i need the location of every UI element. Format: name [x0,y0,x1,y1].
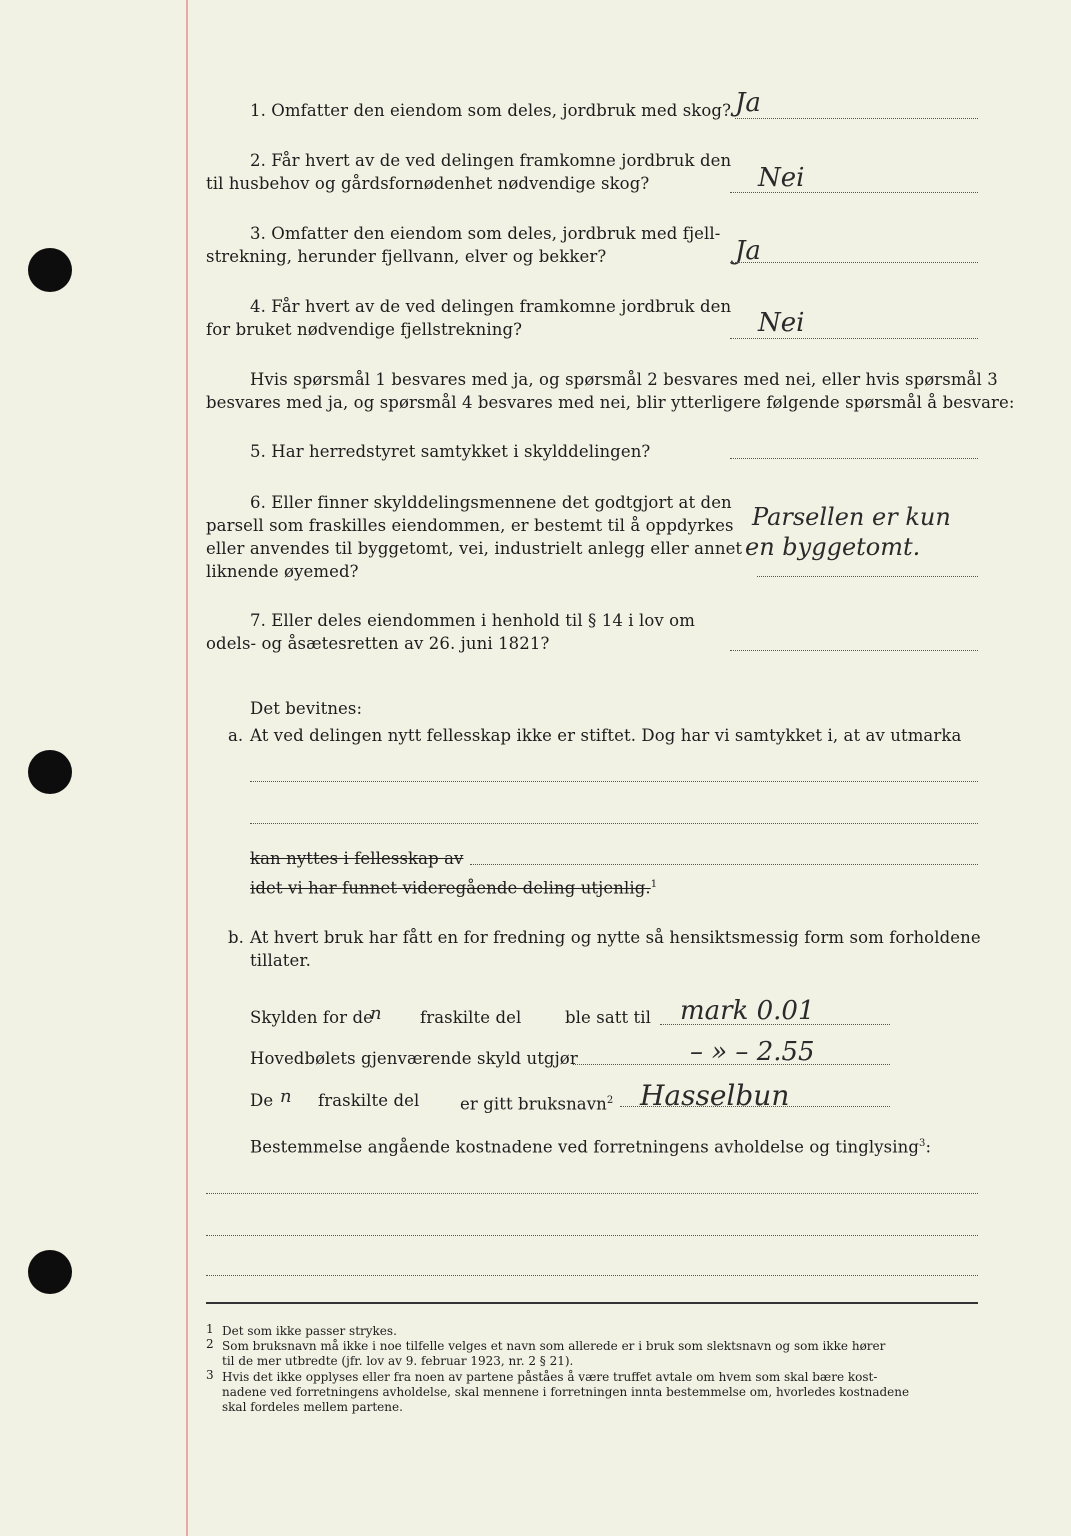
footnote-1: Det som ikke passer strykes. [222,1324,397,1338]
question-6-line1: 6. Eller finner skylddelingsmennene det godtgjort at den [250,493,732,512]
footnote-ref-2: 2 [606,1095,614,1106]
condition-line1: Hvis spørsmål 1 besvares med ja, og spørsmål 2 besvares med nei, eller hvis spørsmål 3 [250,370,998,389]
footnote-divider [206,1302,978,1304]
fill-line [250,781,978,782]
question-7-line1: 7. Eller deles eiendommen i henhold til § 14 i lov om [250,611,695,630]
answer-1: Ja [735,88,761,118]
fill-line [470,864,978,865]
skyld-value-2: – » – 2.55 [690,1037,815,1067]
footnote-3-num: 3 [206,1368,214,1382]
question-3-line1: 3. Omfatter den eiendom som deles, jordbruk med fjell- [250,224,721,243]
question-5: 5. Har herredstyret samtykket i skylddelingen? [250,442,651,461]
fill-line [206,1275,978,1276]
footnote-ref-1: 1 [650,879,658,890]
answer-3: Ja [735,236,761,266]
answer-line [730,262,978,263]
question-4-line2: for bruket nødvendige fjellstrekning? [206,320,523,339]
question-7-line2: odels- og åsætesretten av 26. juni 1821? [206,634,550,653]
footnote-3-line1: Hvis det ikke opplyses eller fra noen av partene påståes å være truffet avtale om hvem som skal bære kost- [222,1370,878,1384]
attest-a-text: At ved delingen nytt fellesskap ikke er stiftet. Dog har vi samtykket i, at av utmarka [250,726,962,745]
answer-line [730,192,978,193]
fill-line [206,1235,978,1236]
punch-hole [28,248,72,292]
answer-6-line2: en byggetomt. [745,533,921,561]
attest-b-line1: At hvert bruk har fått en for fredning og nytte så hensiktsmessig form som forholdene [250,928,981,947]
attest-a-label: a. [228,726,244,745]
attest-b-label: b. [228,928,245,947]
question-6-line4: liknende øyemed? [206,562,359,581]
question-2-line1: 2. Får hvert av de ved delingen framkomne jordbruk den [250,151,732,170]
fill-line [660,1024,890,1025]
skyld-label-4-colon: : [925,1137,932,1157]
condition-line2: besvares med ja, og spørsmål 4 besvares med nei, blir ytterligere følgende spørsmål å besvare: [206,393,1015,412]
skyld-label-1c: ble satt til [565,1008,652,1027]
question-4-line1: 4. Får hvert av de ved delingen framkomne jordbruk den [250,297,732,316]
fill-line [250,823,978,824]
question-6-line2: parsell som fraskilles eiendommen, er bestemt til å oppdyrkes [206,516,734,535]
skyld-value-1: mark 0.01 [680,996,815,1026]
answer-line [730,338,978,339]
fill-line [206,1193,978,1194]
skyld-label-4-wrap [250,1133,931,1159]
skyld-label-3: De [250,1091,274,1110]
attest-b-line2: tillater. [250,951,311,970]
skyld-label-3b: fraskilte del [318,1091,420,1110]
skyld-hw-1: n [370,1003,382,1024]
skyld-label-2: Hovedbølets gjenværende skyld utgjør [250,1049,578,1068]
punch-hole [28,1250,72,1294]
skyld-label-3c: er gitt bruksnavn [460,1094,607,1114]
fill-line [620,1106,890,1107]
answer-2: Nei [758,163,805,193]
footnote-1-num: 1 [206,1322,214,1336]
answer-line [730,458,978,459]
answer-line [757,576,978,577]
question-1: 1. Omfatter den eiendom som deles, jordbruk med skog? [250,101,732,120]
margin-line [186,0,188,1536]
answer-6-line1: Parsellen er kun [752,503,951,531]
attest-a-line4: idet vi har funnet videregående deling utjenlig. [250,878,651,898]
skyld-label-1: Skylden for de [250,1008,373,1027]
footnote-3-line2: nadene ved forretningens avholdelse, skal mennene i forretningen innta bestemmelse om, hvorledes kostnadene [222,1385,910,1399]
skyld-value-3: Hasselbun [640,1079,790,1112]
skyld-label-4: Bestemmelse angående kostnadene ved forretningens avholdelse og tinglysing [250,1137,919,1157]
attest-a-line4-wrap [250,874,657,900]
footnote-3-line3: skal fordeles mellem partene. [222,1400,403,1414]
attest-a-line3: kan nyttes i fellesskap av [250,849,464,868]
skyld-label-1b: fraskilte del [420,1008,522,1027]
punch-hole [28,750,72,794]
footnote-2-line2: til de mer utbredte (jfr. lov av 9. februar 1923, nr. 2 § 21). [222,1354,574,1368]
question-3-line2: strekning, herunder fjellvann, elver og bekker? [206,247,607,266]
question-2-line2: til husbehov og gårdsfornødenhet nødvendige skog? [206,174,650,193]
question-6-line3: eller anvendes til byggetomt, vei, industrielt anlegg eller annet [206,539,743,558]
footnote-2-num: 2 [206,1337,214,1351]
answer-line [730,650,978,651]
answer-line [735,118,978,119]
footnote-ref-3: 3 [919,1138,926,1149]
skyld-hw-3: n [280,1086,292,1107]
attest-heading: Det bevitnes: [250,699,363,718]
skyld-label-3c-wrap [460,1090,613,1116]
footnote-2-line1: Som bruksnavn må ikke i noe tilfelle velges et navn som allerede er i bruk som slektsnavn og som ikke hører [222,1339,886,1353]
answer-4: Nei [758,308,805,338]
